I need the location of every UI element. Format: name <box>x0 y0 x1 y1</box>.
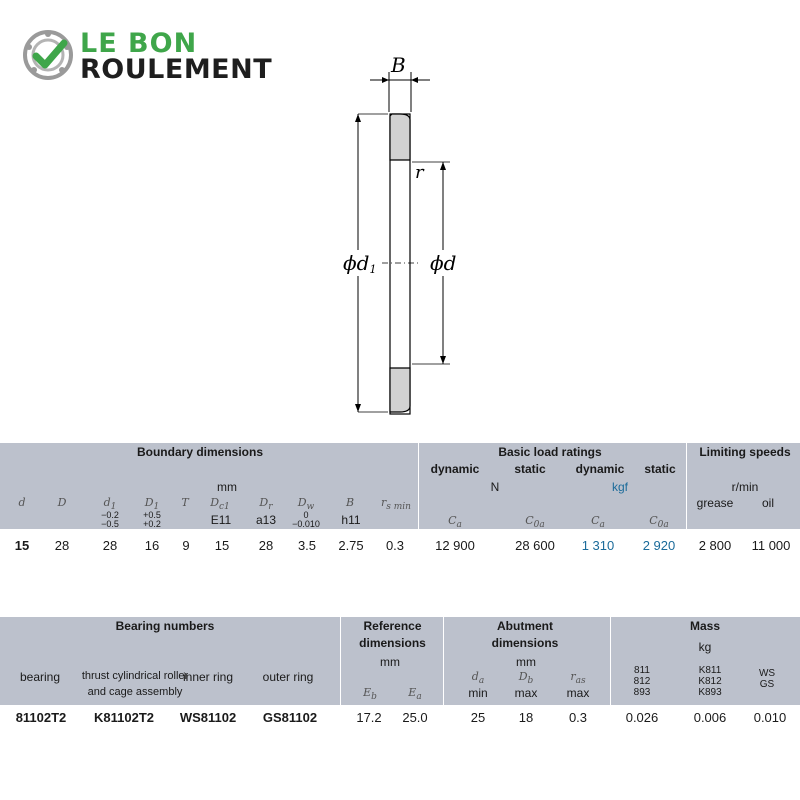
sym-Ca-kgf: C <box>591 514 600 527</box>
label-r: r <box>415 162 424 183</box>
value-Ca-N: 12 900 <box>435 538 475 553</box>
mass-series-WS: WS <box>758 668 776 679</box>
mass-series-K812: K812 <box>698 676 722 687</box>
sym-d1-sub: 1 <box>110 502 117 513</box>
sym-da: d <box>471 670 479 683</box>
header-outer-ring: outer ring <box>262 670 314 684</box>
unit-mm-ref: mm <box>380 655 400 669</box>
value-d1: 28 <box>102 538 118 553</box>
mass-series-K893: K893 <box>698 687 722 698</box>
sym-Eb-sub: b <box>371 692 377 703</box>
unit-mm: mm <box>217 480 237 494</box>
header-abutment-dimensions: dimensions <box>491 636 559 650</box>
header-static-kgf: static <box>644 462 676 476</box>
tol-D1-lower: +0.2 <box>143 519 161 529</box>
logo-text-bottom: ROULEMENT <box>80 54 273 85</box>
sym-C0a-kgf: C <box>649 514 658 527</box>
sym-d: d <box>18 496 26 509</box>
value-Ca-kgf: 1 310 <box>581 538 615 553</box>
tol-a13: a13 <box>255 513 277 527</box>
sym-B: B <box>345 496 355 509</box>
logo-text-top: LE BON <box>80 28 198 59</box>
header-grease: grease <box>696 496 734 510</box>
header-oil: oil <box>761 496 774 510</box>
label-d1-sub: 1 <box>369 263 377 276</box>
header-abutment: Abutment <box>497 619 553 633</box>
header-max-ras: max <box>566 686 590 700</box>
sym-ras-sub: as <box>575 676 586 687</box>
value-Dr: 28 <box>258 538 274 553</box>
header-boundary-dimensions: Boundary dimensions <box>136 445 264 459</box>
sym-Ea: E <box>408 686 417 699</box>
sym-Ca-N: C <box>448 514 457 527</box>
sym-Ca-N-sub: a <box>456 520 462 531</box>
sym-C0a-kgf-sub: 0a <box>657 520 669 531</box>
unit-mm-abut: mm <box>516 655 536 669</box>
unit-kg: kg <box>698 640 712 654</box>
sym-Dc1-sub: c1 <box>219 502 230 513</box>
header-reference: Reference <box>363 619 422 633</box>
unit-kgf: kgf <box>611 480 628 494</box>
unit-rmin: r/min <box>731 480 759 494</box>
header-min: min <box>468 686 488 700</box>
value-inner-ring: WS81102 <box>179 710 237 725</box>
value-Eb: 17.2 <box>356 710 382 725</box>
sym-d1: d <box>103 496 111 509</box>
value-outer-ring: GS81102 <box>262 710 318 725</box>
mass-series-893: 893 <box>633 687 651 698</box>
header-dynamic-N: dynamic <box>430 462 480 476</box>
header-inner-ring: inner ring <box>182 670 234 684</box>
sym-Dc1: D <box>210 496 220 509</box>
sym-D1: D <box>144 496 154 509</box>
value-oil: 11 000 <box>751 538 791 553</box>
value-rs: 0.3 <box>385 538 405 553</box>
value-Db: 18 <box>518 710 534 725</box>
mass-series-811: 811 <box>634 665 650 676</box>
value-assembly: K81102T2 <box>94 710 154 725</box>
tol-Dw-lower: −0.010 <box>292 519 320 529</box>
header-dynamic-kgf: dynamic <box>575 462 625 476</box>
mass-series-812: 812 <box>633 676 651 687</box>
value-mass-K811: 0.006 <box>693 710 727 725</box>
header-bearing: bearing <box>19 670 61 684</box>
sym-Db: D <box>518 670 528 683</box>
bearing-check-icon <box>22 29 74 81</box>
tol-E11: E11 <box>210 513 232 527</box>
sym-T: T <box>181 496 189 509</box>
value-mass-WS: 0.010 <box>753 710 787 725</box>
sym-da-sub: a <box>478 676 485 687</box>
value-grease: 2 800 <box>698 538 732 553</box>
thrust-washer-drawing <box>330 52 470 424</box>
sym-Db-sub: b <box>527 676 534 687</box>
header-static-N: static <box>514 462 546 476</box>
header-assembly-line1: thrust cylindrical roller <box>81 670 189 682</box>
sym-ras: r <box>570 670 576 683</box>
header-bearing-numbers: Bearing numbers <box>115 619 215 633</box>
value-d: 15 <box>14 538 30 553</box>
mass-series-GS: GS <box>759 679 775 690</box>
sym-rs: r <box>381 496 387 509</box>
value-B: 2.75 <box>338 538 364 553</box>
value-ras: 0.3 <box>568 710 588 725</box>
sym-D: D <box>57 496 67 509</box>
value-Dw: 3.5 <box>297 538 317 553</box>
label-d1: ϕd <box>343 251 370 275</box>
tol-d1-upper: −0.2 <box>101 510 119 520</box>
header-mass: Mass <box>689 619 721 633</box>
value-bearing: 81102T2 <box>15 710 67 725</box>
value-D: 28 <box>54 538 70 553</box>
mass-series-K811: K811 <box>698 665 722 676</box>
tol-Dw-upper: 0 <box>303 510 309 520</box>
logo <box>22 26 302 86</box>
tol-h11: h11 <box>341 513 361 527</box>
sym-Ca-kgf-sub: a <box>599 520 605 531</box>
header-assembly-line2: and cage assembly <box>87 686 183 698</box>
sym-Dw: D <box>297 496 307 509</box>
sym-Dr: D <box>259 496 269 509</box>
unit-N: N <box>490 480 500 494</box>
value-C0a-N: 28 600 <box>515 538 555 553</box>
value-T: 9 <box>182 538 190 553</box>
tol-D1-upper: +0.5 <box>143 510 161 520</box>
header-max-Db: max <box>514 686 538 700</box>
header-basic-load-ratings: Basic load ratings <box>498 445 602 459</box>
value-Ea: 25.0 <box>402 710 428 725</box>
sym-Dr-sub: r <box>268 502 273 513</box>
sym-C0a-N-sub: 0a <box>533 520 545 531</box>
header-reference-dimensions: dimensions <box>359 636 426 650</box>
sym-Ea-sub: a <box>416 692 422 703</box>
label-d: ϕd <box>430 251 457 275</box>
sym-Dw-sub: w <box>306 502 315 513</box>
label-B: B <box>391 53 406 77</box>
sym-rs-sub: s min <box>386 502 411 513</box>
sym-D1-sub: 1 <box>153 502 160 513</box>
sym-C0a-N: C <box>525 514 534 527</box>
value-D1: 16 <box>144 538 160 553</box>
sym-Eb: E <box>363 686 372 699</box>
value-C0a-kgf: 2 920 <box>642 538 676 553</box>
value-mass-811: 0.026 <box>625 710 659 725</box>
tol-d1-lower: −0.5 <box>101 519 119 529</box>
value-Dc1: 15 <box>214 538 230 553</box>
header-limiting-speeds: Limiting speeds <box>699 445 791 459</box>
value-da: 25 <box>470 710 486 725</box>
